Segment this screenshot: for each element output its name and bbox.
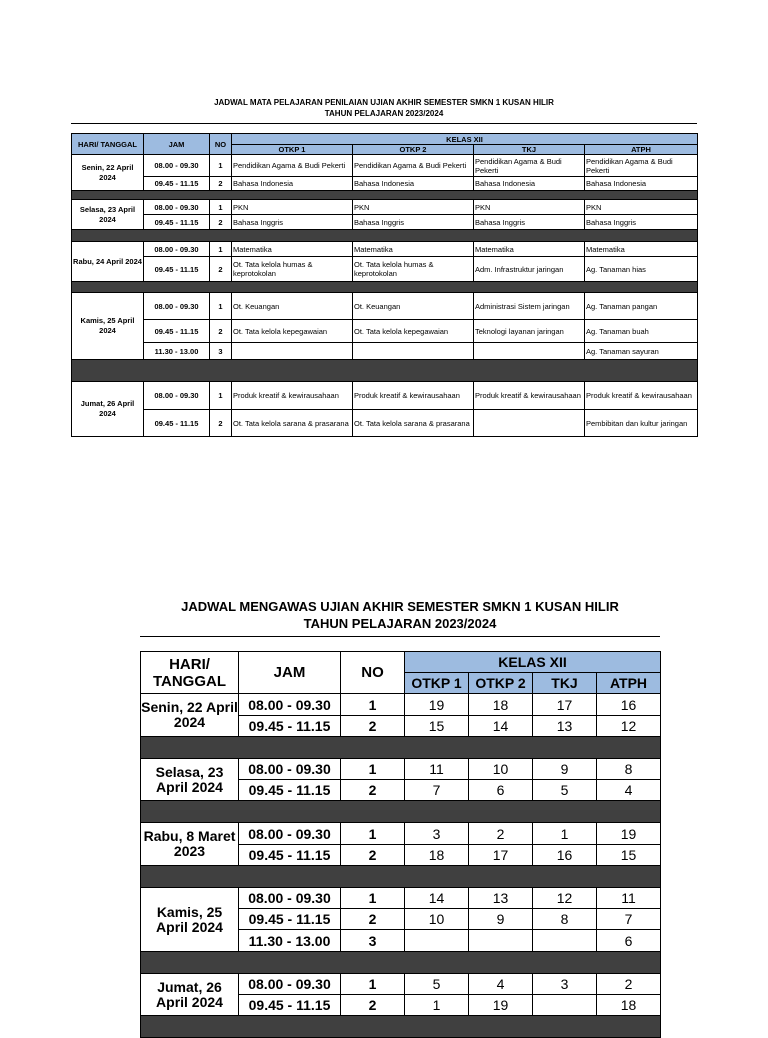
value-cell: 10 bbox=[469, 759, 533, 780]
subject-cell: Ot. Tata kelola sarana & prasarana bbox=[353, 410, 474, 437]
subject-cell: Teknologi layanan jaringan bbox=[474, 320, 585, 343]
value-cell: 1 bbox=[405, 995, 469, 1016]
subject-cell: Bahasa Indonesia bbox=[353, 177, 474, 191]
no-cell: 2 bbox=[210, 320, 232, 343]
subject-cell bbox=[353, 343, 474, 360]
table-row bbox=[72, 155, 698, 177]
subject-cell: Bahasa Inggris bbox=[232, 215, 353, 230]
day-cell: Jumat, 26 April 2024 bbox=[72, 382, 144, 437]
jam-cell: 08.00 - 09.30 bbox=[239, 759, 341, 780]
value-cell bbox=[533, 930, 597, 952]
value-cell: 3 bbox=[405, 823, 469, 845]
subject-cell: Adm. Infrastruktur jaringan bbox=[474, 257, 585, 282]
no-cell: 1 bbox=[210, 200, 232, 215]
table-row bbox=[141, 759, 661, 780]
jam-cell: 08.00 - 09.30 bbox=[239, 694, 341, 716]
value-cell: 6 bbox=[469, 780, 533, 801]
value-cell: 19 bbox=[405, 694, 469, 716]
value-cell: 15 bbox=[405, 716, 469, 737]
value-cell: 18 bbox=[597, 995, 661, 1016]
jam-cell: 09.45 - 11.15 bbox=[144, 257, 210, 282]
no-cell: 2 bbox=[210, 215, 232, 230]
header-jam: JAM bbox=[239, 652, 341, 694]
value-cell: 4 bbox=[597, 780, 661, 801]
header-tkj: TKJ bbox=[474, 145, 585, 155]
separator-row bbox=[141, 866, 661, 888]
subject-cell: Ot. Tata kelola humas & keprotokolan bbox=[232, 257, 353, 282]
subject-cell: Bahasa Indonesia bbox=[585, 177, 698, 191]
subject-cell: Administrasi Sistem jaringan bbox=[474, 293, 585, 320]
subject-cell: Bahasa Indonesia bbox=[474, 177, 585, 191]
subject-cell bbox=[232, 343, 353, 360]
subject-cell: Matematika bbox=[353, 242, 474, 257]
header-hari: HARI/ TANGGAL bbox=[141, 652, 239, 694]
value-cell: 5 bbox=[533, 780, 597, 801]
table-row bbox=[72, 215, 698, 230]
separator-row bbox=[72, 230, 698, 242]
subject-cell: Pendidikan Agama & Budi Pekerti bbox=[474, 155, 585, 177]
value-cell: 8 bbox=[597, 759, 661, 780]
subject-cell: Produk kreatif & kewirausahaan bbox=[585, 382, 698, 410]
jam-cell: 09.45 - 11.15 bbox=[239, 995, 341, 1016]
supervisor-schedule-table bbox=[140, 651, 661, 1038]
value-cell: 12 bbox=[533, 888, 597, 909]
subject-schedule-table bbox=[71, 133, 698, 437]
no-cell: 3 bbox=[341, 930, 405, 952]
subject-cell: Ot. Tata kelola sarana & prasarana bbox=[232, 410, 353, 437]
value-cell: 18 bbox=[469, 694, 533, 716]
no-cell: 2 bbox=[341, 995, 405, 1016]
subject-cell: Pendidikan Agama & Budi Pekerti bbox=[232, 155, 353, 177]
separator-row bbox=[141, 737, 661, 759]
subject-cell: Produk kreatif & kewirausahaan bbox=[353, 382, 474, 410]
table-row bbox=[72, 320, 698, 343]
supervisor-schedule-title-line1: JADWAL MENGAWAS UJIAN AKHIR SEMESTER SMKN 1 KUSAN HILIR bbox=[181, 599, 619, 614]
no-cell: 2 bbox=[341, 845, 405, 866]
header-no: NO bbox=[341, 652, 405, 694]
table-row bbox=[141, 823, 661, 845]
table-row bbox=[141, 888, 661, 909]
value-cell: 19 bbox=[469, 995, 533, 1016]
jam-cell: 08.00 - 09.30 bbox=[239, 974, 341, 995]
subject-cell: Matematika bbox=[585, 242, 698, 257]
day-cell: Selasa, 23 April 2024 bbox=[72, 200, 144, 230]
table-row bbox=[72, 343, 698, 360]
value-cell: 13 bbox=[533, 716, 597, 737]
subject-cell: PKN bbox=[232, 200, 353, 215]
separator-row bbox=[141, 952, 661, 974]
no-cell: 1 bbox=[341, 974, 405, 995]
table-row bbox=[72, 410, 698, 437]
subject-cell: Produk kreatif & kewirausahaan bbox=[232, 382, 353, 410]
value-cell bbox=[533, 995, 597, 1016]
supervisor-schedule-title-line2: TAHUN PELAJARAN 2023/2024 bbox=[303, 616, 497, 631]
value-cell: 18 bbox=[405, 845, 469, 866]
table-row bbox=[72, 382, 698, 410]
jam-cell: 09.45 - 11.15 bbox=[144, 177, 210, 191]
jam-cell: 08.00 - 09.30 bbox=[239, 823, 341, 845]
value-cell: 14 bbox=[469, 716, 533, 737]
subject-cell: Pembibitan dan kultur jaringan bbox=[585, 410, 698, 437]
day-cell: Rabu, 8 Maret 2023 bbox=[141, 823, 239, 866]
value-cell: 15 bbox=[597, 845, 661, 866]
subject-cell: Matematika bbox=[474, 242, 585, 257]
no-cell: 2 bbox=[341, 780, 405, 801]
table-row bbox=[72, 242, 698, 257]
value-cell: 2 bbox=[597, 974, 661, 995]
subject-cell: PKN bbox=[353, 200, 474, 215]
header-hari: HARI/ TANGGAL bbox=[72, 134, 144, 155]
no-cell: 1 bbox=[210, 155, 232, 177]
day-cell: Kamis, 25 April 2024 bbox=[72, 293, 144, 360]
value-cell: 17 bbox=[533, 694, 597, 716]
day-cell: Jumat, 26 April 2024 bbox=[141, 974, 239, 1016]
supervisor-schedule-title bbox=[140, 598, 660, 632]
no-cell: 1 bbox=[210, 242, 232, 257]
jam-cell: 09.45 - 11.15 bbox=[144, 215, 210, 230]
subject-schedule-title-line1: JADWAL MATA PELAJARAN PENILAIAN UJIAN AKHIR SEMESTER SMKN 1 KUSAN HILIR bbox=[214, 98, 554, 107]
table-row bbox=[72, 177, 698, 191]
subject-cell: Ag. Tanaman buah bbox=[585, 320, 698, 343]
subject-cell bbox=[474, 410, 585, 437]
value-cell: 3 bbox=[533, 974, 597, 995]
value-cell: 8 bbox=[533, 909, 597, 930]
subject-cell: PKN bbox=[585, 200, 698, 215]
separator-row bbox=[141, 801, 661, 823]
subject-cell: Ot. Tata kelola kepegawaian bbox=[232, 320, 353, 343]
subject-cell: Ot. Tata kelola humas & keprotokolan bbox=[353, 257, 474, 282]
jam-cell: 09.45 - 11.15 bbox=[239, 909, 341, 930]
title-divider bbox=[71, 123, 697, 124]
no-cell: 1 bbox=[341, 888, 405, 909]
header-no: NO bbox=[210, 134, 232, 155]
value-cell: 5 bbox=[405, 974, 469, 995]
no-cell: 1 bbox=[210, 382, 232, 410]
value-cell: 16 bbox=[533, 845, 597, 866]
value-cell: 11 bbox=[405, 759, 469, 780]
jam-cell: 08.00 - 09.30 bbox=[144, 293, 210, 320]
table-row bbox=[141, 974, 661, 995]
header-atph: ATPH bbox=[597, 673, 661, 694]
subject-schedule-title-line2: TAHUN PELAJARAN 2023/2024 bbox=[324, 109, 444, 118]
subject-cell: Ot. Tata kelola kepegawaian bbox=[353, 320, 474, 343]
no-cell: 1 bbox=[341, 823, 405, 845]
subject-cell: Ot. Keuangan bbox=[353, 293, 474, 320]
no-cell: 1 bbox=[341, 759, 405, 780]
header-kelas: KELAS XII bbox=[405, 652, 661, 673]
jam-cell: 08.00 - 09.30 bbox=[144, 242, 210, 257]
day-cell: Senin, 22 April 2024 bbox=[72, 155, 144, 191]
value-cell: 2 bbox=[469, 823, 533, 845]
jam-cell: 08.00 - 09.30 bbox=[144, 200, 210, 215]
header-tkj: TKJ bbox=[533, 673, 597, 694]
header-otkp2: OTKP 2 bbox=[469, 673, 533, 694]
separator-row bbox=[72, 360, 698, 382]
value-cell: 9 bbox=[469, 909, 533, 930]
no-cell: 2 bbox=[210, 410, 232, 437]
subject-schedule-title bbox=[71, 97, 697, 119]
value-cell: 4 bbox=[469, 974, 533, 995]
value-cell: 12 bbox=[597, 716, 661, 737]
value-cell: 11 bbox=[597, 888, 661, 909]
title-divider bbox=[140, 636, 660, 637]
value-cell: 13 bbox=[469, 888, 533, 909]
jam-cell: 09.45 - 11.15 bbox=[144, 410, 210, 437]
no-cell: 2 bbox=[210, 257, 232, 282]
no-cell: 3 bbox=[210, 343, 232, 360]
subject-cell: PKN bbox=[474, 200, 585, 215]
header-otkp2: OTKP 2 bbox=[353, 145, 474, 155]
no-cell: 1 bbox=[341, 694, 405, 716]
subject-cell: Matematika bbox=[232, 242, 353, 257]
value-cell: 10 bbox=[405, 909, 469, 930]
day-cell: Selasa, 23 April 2024 bbox=[141, 759, 239, 801]
separator-row bbox=[141, 1016, 661, 1038]
value-cell bbox=[469, 930, 533, 952]
header-otkp1: OTKP 1 bbox=[405, 673, 469, 694]
table-row bbox=[72, 200, 698, 215]
jam-cell: 09.45 - 11.15 bbox=[239, 716, 341, 737]
subject-cell bbox=[474, 343, 585, 360]
separator-row bbox=[72, 191, 698, 200]
value-cell bbox=[405, 930, 469, 952]
day-cell: Kamis, 25 April 2024 bbox=[141, 888, 239, 952]
day-cell: Rabu, 24 April 2024 bbox=[72, 242, 144, 282]
subject-cell: Ag. Tanaman hias bbox=[585, 257, 698, 282]
subject-cell: Ag. Tanaman pangan bbox=[585, 293, 698, 320]
header-otkp1: OTKP 1 bbox=[232, 145, 353, 155]
jam-cell: 08.00 - 09.30 bbox=[144, 155, 210, 177]
header-jam: JAM bbox=[144, 134, 210, 155]
subject-cell: Bahasa Inggris bbox=[353, 215, 474, 230]
no-cell: 2 bbox=[341, 716, 405, 737]
subject-cell: Ot. Keuangan bbox=[232, 293, 353, 320]
subject-cell: Bahasa Inggris bbox=[585, 215, 698, 230]
header-atph: ATPH bbox=[585, 145, 698, 155]
value-cell: 14 bbox=[405, 888, 469, 909]
value-cell: 6 bbox=[597, 930, 661, 952]
value-cell: 16 bbox=[597, 694, 661, 716]
no-cell: 2 bbox=[210, 177, 232, 191]
subject-cell: Pendidikan Agama & Budi Pekerti bbox=[353, 155, 474, 177]
value-cell: 7 bbox=[597, 909, 661, 930]
value-cell: 7 bbox=[405, 780, 469, 801]
subject-cell: Produk kreatif & kewirausahaan bbox=[474, 382, 585, 410]
value-cell: 9 bbox=[533, 759, 597, 780]
jam-cell: 11.30 - 13.00 bbox=[239, 930, 341, 952]
subject-cell: Pendidikan Agama & Budi Pekerti bbox=[585, 155, 698, 177]
header-kelas: KELAS XII bbox=[232, 134, 698, 145]
no-cell: 2 bbox=[341, 909, 405, 930]
jam-cell: 09.45 - 11.15 bbox=[144, 320, 210, 343]
value-cell: 19 bbox=[597, 823, 661, 845]
jam-cell: 11.30 - 13.00 bbox=[144, 343, 210, 360]
subject-cell: Ag. Tanaman sayuran bbox=[585, 343, 698, 360]
subject-cell: Bahasa Inggris bbox=[474, 215, 585, 230]
jam-cell: 08.00 - 09.30 bbox=[239, 888, 341, 909]
value-cell: 17 bbox=[469, 845, 533, 866]
day-cell: Senin, 22 April 2024 bbox=[141, 694, 239, 737]
value-cell: 1 bbox=[533, 823, 597, 845]
jam-cell: 09.45 - 11.15 bbox=[239, 780, 341, 801]
no-cell: 1 bbox=[210, 293, 232, 320]
jam-cell: 09.45 - 11.15 bbox=[239, 845, 341, 866]
jam-cell: 08.00 - 09.30 bbox=[144, 382, 210, 410]
table-row bbox=[72, 257, 698, 282]
separator-row bbox=[72, 282, 698, 293]
subject-cell: Bahasa Indonesia bbox=[232, 177, 353, 191]
table-row bbox=[72, 293, 698, 320]
table-row bbox=[141, 694, 661, 716]
